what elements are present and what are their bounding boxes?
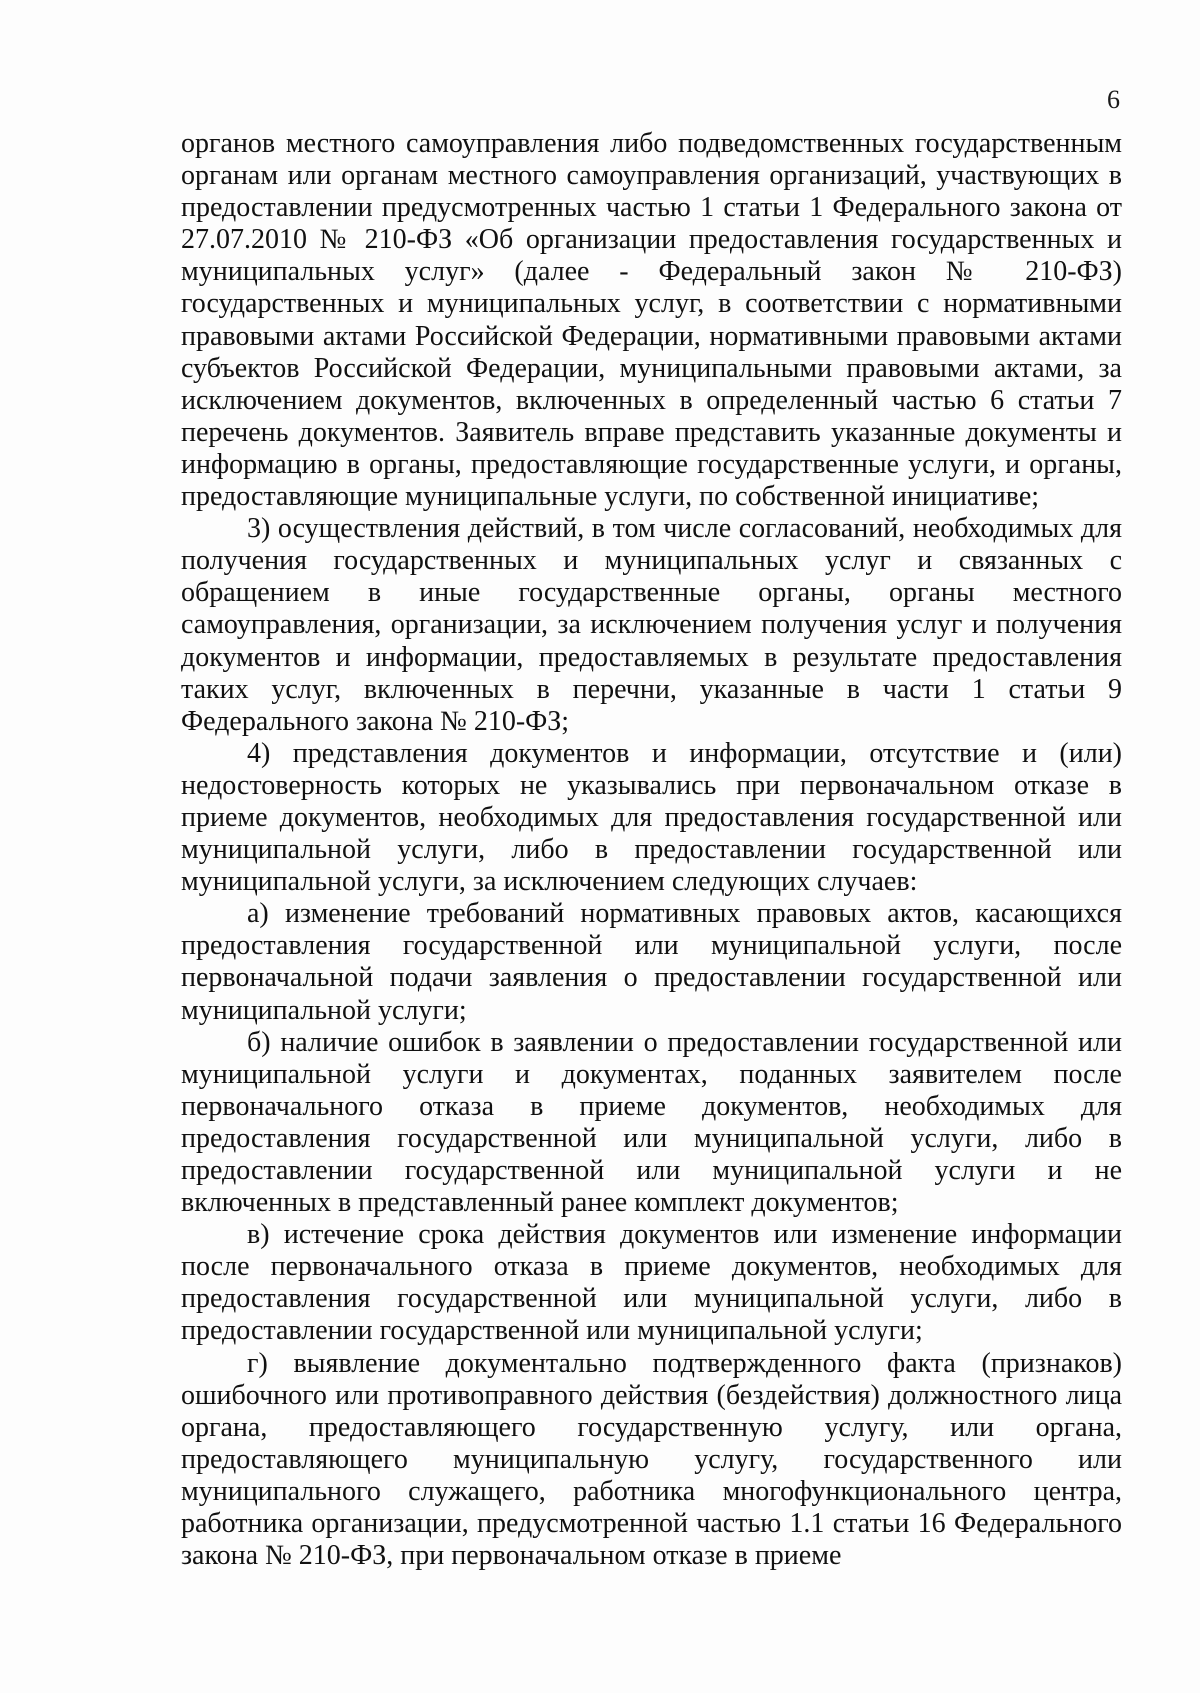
document-body: [181, 128, 1122, 1572]
paragraph-subitem-v: в) истечение срока действия документов или изменение информации после первоначального отказа в приеме документов, необходимых для предоставления государственной или муниципальной услуги, либо в предоставлении государственной или муниципальной услуги;: [181, 1219, 1122, 1347]
paragraph-item-3: 3) осуществления действий, в том числе согласований, необходимых для получения государственных и муниципальных услуг и связанных с обращением в иные государственные органы, органы местного самоуправления, организации, за исключением получения услуг и получения документов и информации, предоставляемых в результате предоставления таких услуг, включенных в перечни, указанные в части 1 статьи 9 Федерального закона № 210-ФЗ;: [181, 513, 1122, 737]
page-number: 6: [1107, 85, 1120, 114]
paragraph-continuation: органов местного самоуправления либо подведомственных государственным органам или органам местного самоуправления организаций, участвующих в предоставлении предусмотренных частью 1 статьи 1 Федерального закона от 27.07.2010 № 210-ФЗ «Об организации предоставления государственных и муниципальных услуг» (далее - Федеральный закон № 210-ФЗ) государственных и муниципальных услуг, в соответствии с нормативными правовыми актами Российской Федерации, нормативными правовыми актами субъектов Российской Федерации, муниципальными правовыми актами, за исключением документов, включенных в определенный частью 6 статьи 7 перечень документов. Заявитель вправе представить указанные документы и информацию в органы, предоставляющие государственные услуги, и органы, предоставляющие муниципальные услуги, по собственной инициативе;: [181, 128, 1122, 513]
paragraph-item-4: 4) представления документов и информации, отсутствие и (или) недостоверность которых не указывались при первоначальном отказе в приеме документов, необходимых для предоставления государственной или муниципальной услуги, либо в предоставлении государственной или муниципальной услуги, за исключением следующих случаев:: [181, 737, 1122, 898]
paragraph-subitem-b: б) наличие ошибок в заявлении о предоставлении государственной или муниципальной услуги и документах, поданных заявителем после первоначального отказа в приеме документов, необходимых для предоставления государственной или муниципальной услуги, либо в предоставлении государственной или муниципальной услуги и не включенных в представленный ранее комплект документов;: [181, 1026, 1122, 1219]
paragraph-subitem-g: г) выявление документально подтвержденного факта (признаков) ошибочного или противоправного действия (бездействия) должностного лица органа, предоставляющего государственную услугу, или органа, предоставляющего муниципальную услугу, государственного или муниципального служащего, работника многофункционального центра, работника организации, предусмотренной частью 1.1 статьи 16 Федерального закона № 210-ФЗ, при первоначальном отказе в приеме: [181, 1347, 1122, 1572]
paragraph-subitem-a: а) изменение требований нормативных правовых актов, касающихся предоставления государственной или муниципальной услуги, после первоначальной подачи заявления о предоставлении государственной или муниципальной услуги;: [181, 898, 1122, 1026]
